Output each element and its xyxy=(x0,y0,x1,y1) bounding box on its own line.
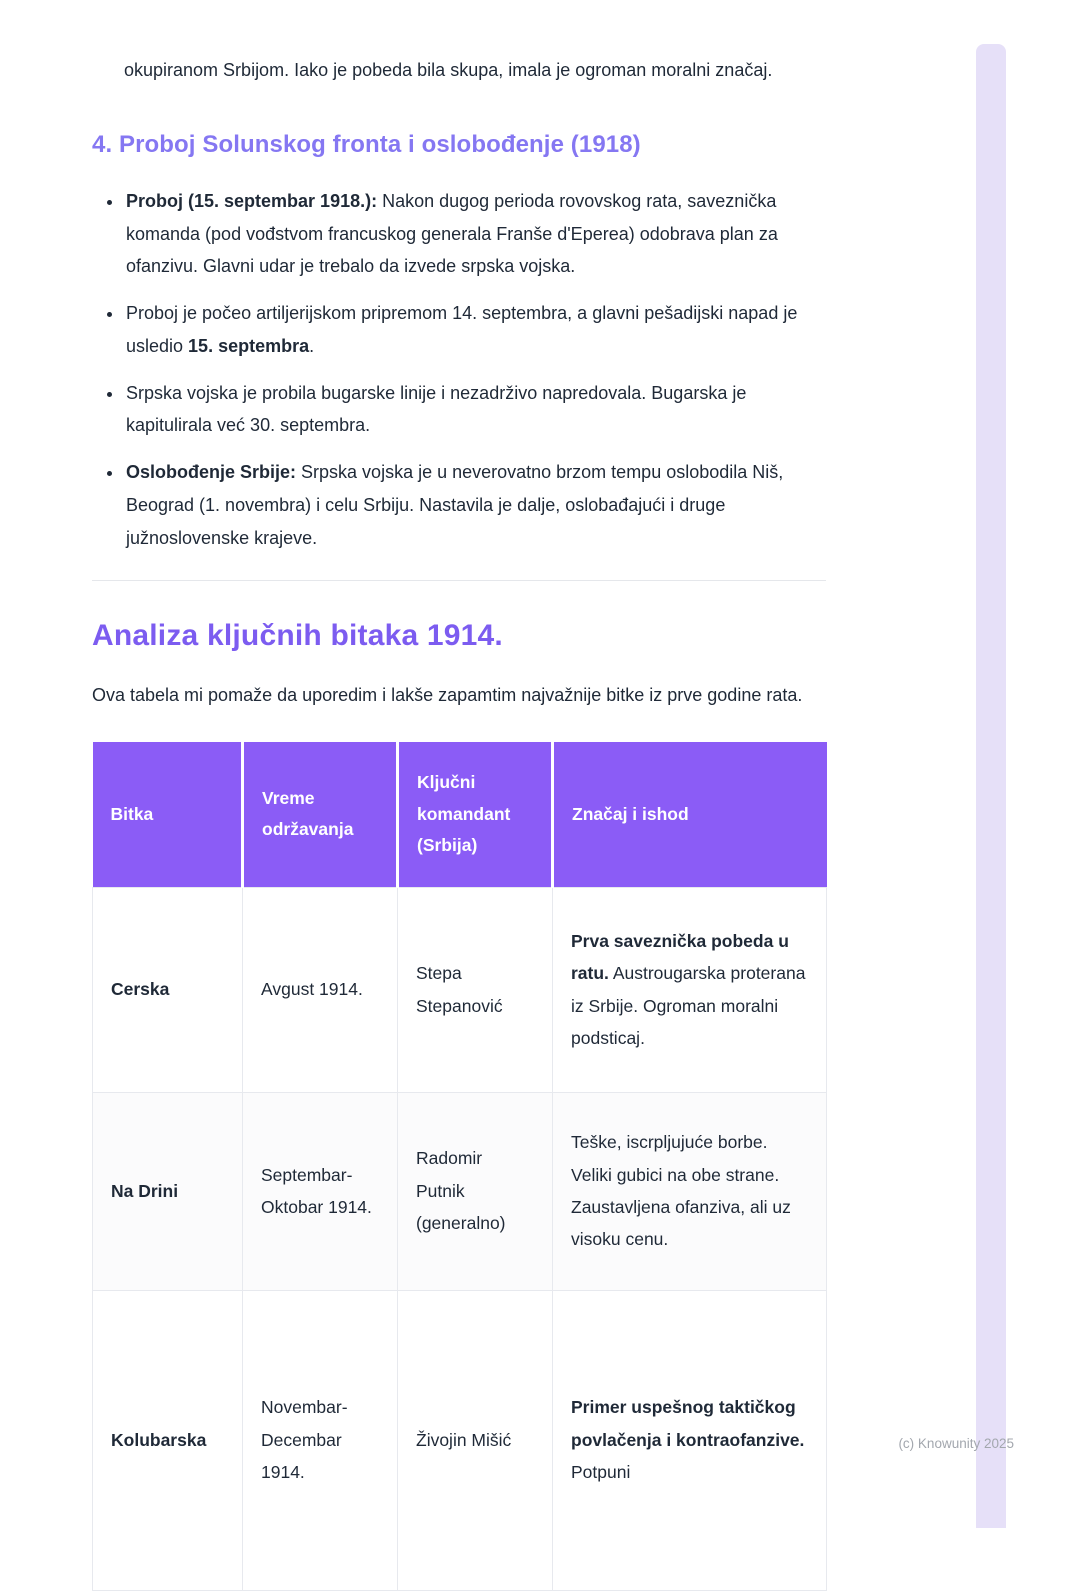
section-heading: 4. Proboj Solunskog fronta i oslobođenje (1918) xyxy=(92,130,641,158)
bullet-bold-text: Proboj (15. septembar 1918.): xyxy=(126,190,378,211)
bullet-list xyxy=(96,185,826,555)
bullet-text: Srpska vojska je u neverovatno brzom tempu oslobodila Niš, Beograd (1. novembra) i celu Srbiju. Nastavila je dalje, oslobađajući i druge južnoslovenske krajeve. xyxy=(126,462,784,548)
time-cell: Septembar-Oktobar 1914. xyxy=(243,1092,398,1290)
significance-cell xyxy=(553,1092,827,1290)
significance-bold-text: Primer uspešnog taktičkog povlačenja i kontraofanzive. xyxy=(571,1397,805,1450)
table-intro-paragraph: Ova tabela mi pomaže da uporedim i lakše zapamtim najvažnije bitke iz prve godine rata. xyxy=(92,685,803,706)
bullet-bold-text: 15. septembra xyxy=(188,335,310,356)
table-header-row xyxy=(93,742,827,887)
watermark: (c) Knowunity 2025 xyxy=(898,1436,1014,1451)
bullet-text: Nakon dugog perioda rovovskog rata, saveznička komanda (pod vođstvom francuskog generala Franše d'Eperea) odobrava plan za ofanzivu. Glavni udar je trebalo da izvede srpska vojska. xyxy=(126,190,778,277)
significance-cell xyxy=(553,1290,827,1590)
table-row xyxy=(93,1092,827,1290)
column-header-znacaj: Značaj i ishod xyxy=(553,742,827,887)
bullet-item xyxy=(124,185,826,283)
significance-bold-text: Prva saveznička pobeda u ratu. xyxy=(571,930,789,984)
bullet-text: Srpska vojska je probila bugarske linije i nezadrživo napredovala. Bugarska je kapitulirala već 30. septembra. xyxy=(126,382,747,436)
battle-name-cell: Cerska xyxy=(93,887,243,1092)
page-title: Analiza ključnih bitaka 1914. xyxy=(92,619,503,653)
column-header-vreme: Vreme održavanja xyxy=(243,742,398,887)
time-cell: Novembar-Decembar 1914. xyxy=(243,1290,398,1590)
section-divider xyxy=(92,580,826,581)
column-header-bitka: Bitka xyxy=(93,742,243,887)
time-cell: Avgust 1914. xyxy=(243,887,398,1092)
bullet-item xyxy=(124,377,826,443)
side-accent-bar xyxy=(976,44,1006,1528)
commander-cell: Radomir Putnik (generalno) xyxy=(398,1092,553,1290)
commander-cell: Stepa Stepanović xyxy=(398,887,553,1092)
significance-text: Potpuni xyxy=(571,1462,631,1483)
bullet-text: . xyxy=(309,335,315,356)
significance-text: Austrougarska proterana iz Srbije. Ogroman moralni podsticaj. xyxy=(571,963,806,1048)
bullet-text: Proboj je počeo artiljerijskom pripremom 14. septembra, a glavni pešadijski napad je usledio xyxy=(126,303,798,356)
bullet-bold-text: Oslobođenje Srbije: xyxy=(126,462,297,482)
battle-name-cell: Na Drini xyxy=(93,1092,243,1290)
battles-table xyxy=(92,742,827,1591)
column-header-komandant: Ključni komandant (Srbija) xyxy=(398,742,553,887)
table-row xyxy=(93,887,827,1092)
battle-name-cell: Kolubarska xyxy=(93,1290,243,1590)
significance-cell xyxy=(553,887,827,1092)
bullet-item xyxy=(124,297,826,363)
commander-cell: Živojin Mišić xyxy=(398,1290,553,1590)
bullet-item xyxy=(124,456,826,554)
table-row xyxy=(93,1290,827,1590)
continued-paragraph: okupiranom Srbijom. Iako je pobeda bila skupa, imala je ogroman moralni značaj. xyxy=(124,60,773,80)
content-column xyxy=(92,0,826,1591)
significance-text: Teške, iscrpljujuće borbe. Veliki gubici na obe strane. Zaustavljena ofanziva, ali uz visoku cenu. xyxy=(571,1132,791,1250)
